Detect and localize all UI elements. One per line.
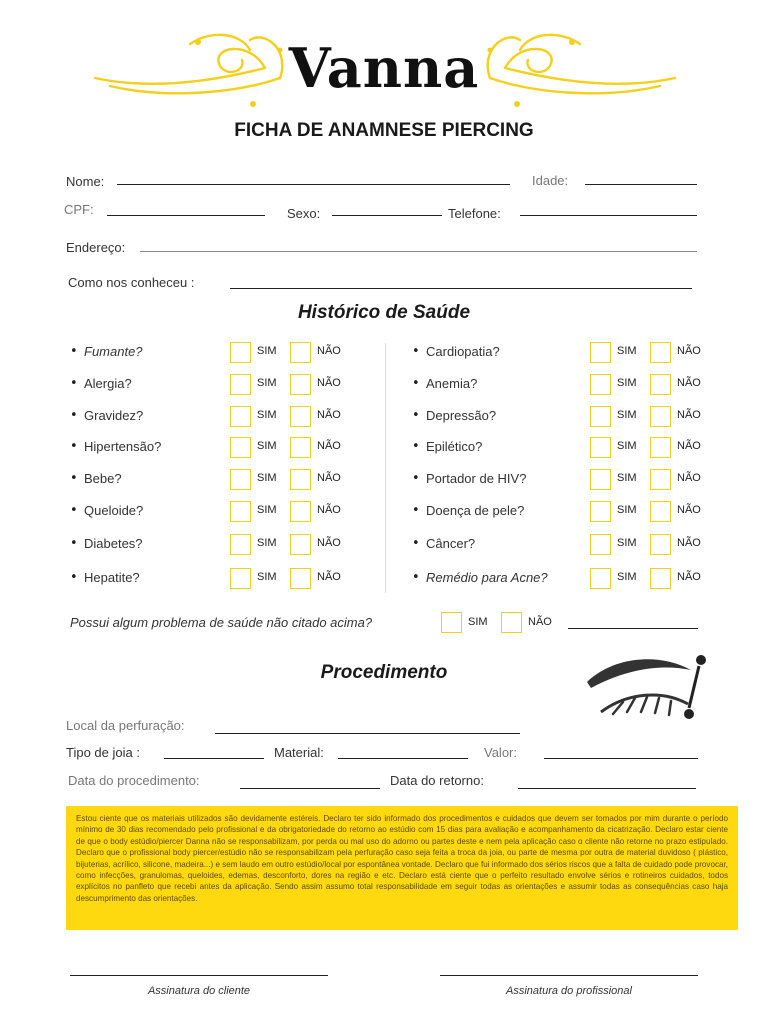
health-question-label: Queloide? — [84, 503, 144, 518]
location-label: Local da perfuração: — [66, 718, 185, 733]
no-label: NÃO — [677, 504, 701, 516]
no-checkbox[interactable] — [290, 469, 311, 490]
yes-checkbox[interactable] — [230, 469, 251, 490]
age-field[interactable] — [585, 184, 697, 185]
bullet-icon: • — [412, 376, 420, 391]
no-label: NÃO — [677, 440, 701, 452]
yes-checkbox[interactable] — [590, 469, 611, 490]
sex-label: Sexo: — [287, 206, 321, 221]
bullet-icon: • — [70, 376, 78, 391]
yes-checkbox[interactable] — [230, 568, 251, 589]
yes-label: SIM — [257, 409, 277, 421]
yes-label: SIM — [257, 377, 277, 389]
health-question-right-6 — [412, 533, 722, 557]
no-checkbox[interactable] — [290, 374, 311, 395]
health-question-label: Hepatite? — [84, 570, 140, 585]
price-label: Valor: — [484, 745, 517, 760]
yes-checkbox[interactable] — [590, 534, 611, 555]
bullet-icon: • — [412, 471, 420, 486]
eyebrow-piercing-icon — [583, 652, 713, 722]
bullet-icon: • — [412, 408, 420, 423]
address-field[interactable] — [140, 251, 697, 252]
no-checkbox[interactable] — [290, 568, 311, 589]
no-label: NÃO — [677, 537, 701, 549]
no-label: NÃO — [677, 377, 701, 389]
price-field[interactable] — [544, 758, 698, 759]
referral-field[interactable] — [230, 288, 692, 289]
yes-checkbox[interactable] — [590, 342, 611, 363]
referral-label: Como nos conheceu : — [68, 275, 195, 290]
health-question-label: Diabetes? — [84, 536, 143, 551]
yes-checkbox[interactable] — [590, 501, 611, 522]
no-checkbox[interactable] — [650, 437, 671, 458]
bullet-icon: • — [412, 503, 420, 518]
health-question-label: Doença de pele? — [426, 503, 525, 518]
other-health-field[interactable] — [568, 628, 698, 629]
health-question-left-1 — [70, 373, 380, 397]
phone-label: Telefone: — [448, 206, 501, 221]
yes-label: SIM — [617, 409, 637, 421]
yes-checkbox[interactable] — [590, 374, 611, 395]
no-checkbox[interactable] — [290, 501, 311, 522]
material-label: Material: — [274, 745, 324, 760]
health-section-title: Histórico de Saúde — [297, 302, 471, 323]
no-checkbox[interactable] — [290, 342, 311, 363]
jewelry-type-field[interactable] — [164, 758, 264, 759]
health-question-left-2 — [70, 405, 380, 429]
health-question-left-5 — [70, 500, 380, 524]
yes-checkbox[interactable] — [230, 501, 251, 522]
health-question-right-4 — [412, 468, 722, 492]
no-label: NÃO — [317, 377, 341, 389]
no-label: NÃO — [677, 472, 701, 484]
yes-label: SIM — [617, 504, 637, 516]
yes-label: SIM — [257, 504, 277, 516]
yes-checkbox[interactable] — [230, 374, 251, 395]
professional-signature-label: Assinatura do profissional — [506, 985, 632, 997]
no-label: NÃO — [317, 504, 341, 516]
other-yes-checkbox[interactable] — [441, 612, 462, 633]
bullet-icon: • — [412, 439, 420, 454]
no-checkbox[interactable] — [650, 374, 671, 395]
other-no-checkbox[interactable] — [501, 612, 522, 633]
yes-label: SIM — [617, 571, 637, 583]
bullet-icon: • — [70, 344, 78, 359]
yes-label: SIM — [617, 472, 637, 484]
no-label: NÃO — [317, 409, 341, 421]
health-question-label: Hipertensão? — [84, 439, 162, 454]
yes-label: SIM — [257, 472, 277, 484]
return-date-field[interactable] — [518, 788, 696, 789]
no-label: NÃO — [317, 345, 341, 357]
client-signature-field[interactable] — [70, 975, 328, 976]
bullet-icon: • — [412, 570, 420, 585]
no-checkbox[interactable] — [650, 568, 671, 589]
address-label: Endereço: — [66, 240, 126, 255]
no-label: NÃO — [317, 440, 341, 452]
bullet-icon: • — [70, 471, 78, 486]
jewelry-type-label: Tipo de joia : — [66, 745, 140, 760]
no-label: NÃO — [317, 571, 341, 583]
no-label: NÃO — [317, 472, 341, 484]
cpf-label: CPF: — [64, 202, 94, 217]
bullet-icon: • — [412, 536, 420, 551]
health-question-right-2 — [412, 405, 722, 429]
bullet-icon: • — [70, 408, 78, 423]
health-question-label: Câncer? — [426, 536, 476, 551]
health-question-right-5 — [412, 500, 722, 524]
bullet-icon: • — [70, 503, 78, 518]
yes-checkbox[interactable] — [230, 406, 251, 427]
client-signature-label: Assinatura do cliente — [147, 985, 251, 997]
other-no-label: NÃO — [528, 616, 552, 628]
health-question-label: Gravidez? — [84, 408, 144, 423]
other-yes-label: SIM — [468, 616, 488, 628]
health-question-label: Fumante? — [84, 344, 143, 359]
yes-checkbox[interactable] — [590, 568, 611, 589]
procedure-section-title: Procedimento — [320, 662, 448, 683]
no-checkbox[interactable] — [650, 406, 671, 427]
health-question-label: Bebe? — [84, 471, 122, 486]
yes-label: SIM — [617, 345, 637, 357]
material-field[interactable] — [338, 758, 468, 759]
health-question-label: Remédio para Acne? — [426, 570, 548, 585]
health-question-left-6 — [70, 533, 380, 557]
yes-label: SIM — [257, 345, 277, 357]
location-field[interactable] — [215, 733, 520, 734]
no-label: NÃO — [677, 345, 701, 357]
health-question-label: Alergia? — [84, 376, 132, 391]
health-question-right-7 — [412, 567, 722, 591]
no-checkbox[interactable] — [650, 501, 671, 522]
sex-field[interactable] — [332, 215, 442, 216]
no-checkbox[interactable] — [290, 534, 311, 555]
no-label: NÃO — [677, 571, 701, 583]
yes-label: SIM — [257, 571, 277, 583]
procedure-date-field[interactable] — [240, 788, 380, 789]
yes-checkbox[interactable] — [230, 342, 251, 363]
bullet-icon: • — [70, 536, 78, 551]
column-divider — [385, 343, 386, 593]
yes-label: SIM — [617, 537, 637, 549]
health-question-label: Cardiopatia? — [426, 344, 500, 359]
no-checkbox[interactable] — [650, 469, 671, 490]
bullet-icon: • — [70, 570, 78, 585]
terms-text-box: Estou ciente que os materiais utilizados são devidamente estéreis. Declaro ter sido informado dos procedimentos e cuidados que devem ser tomados por mim durante o período mínimo de 30 dias recomendado pelo profissional e da obrigatoriedade do retorno ao estúdio com 15 dias para avaliação e acompanhamento da cicatrização. Declaro estar ciente de que o body estúdio/piercer Danna não se responsabilizam, por perda ou mal uso do adorno ou partes deste e nem pela aplicação caso o cliente não retorne no prazo estipulado. Declaro que o profissional body piercer/estúdio não se responsabilizam pela perfuração caso seja feita a troca da joia, ou parte de mesma por outra de material duvidoso ( plástico, bijuterias, acrílico, silicone, madeira...) e sem laudo em outro estúdio/local por espontânea vontade. Declaro que fui informado dos sérios riscos que a falta de cuidado pode provocar, como infecções, granulomas, queloides, edemas, desconforto, dores na região e etc. Declaro está ciente que o perfeito resultado envolve sérios e rotineiros cuidados, todos explícitos no panfleto que recebi antes da aplicação. Sendo assim assumo total responsabilidade em seguir todas as orientações e assumir todas as consequências caso haja descumprimento das orientações. — [66, 806, 738, 930]
yes-label: SIM — [257, 537, 277, 549]
health-question-right-3 — [412, 436, 722, 460]
health-question-left-0 — [70, 341, 380, 365]
no-checkbox[interactable] — [650, 534, 671, 555]
no-checkbox[interactable] — [650, 342, 671, 363]
health-question-label: Portador de HIV? — [426, 471, 527, 486]
yes-label: SIM — [617, 377, 637, 389]
yes-label: SIM — [617, 440, 637, 452]
yes-checkbox[interactable] — [590, 406, 611, 427]
yes-checkbox[interactable] — [230, 534, 251, 555]
name-label: Nome: — [66, 174, 105, 189]
name-field[interactable] — [117, 184, 510, 185]
procedure-date-label: Data do procedimento: — [68, 773, 200, 788]
yes-checkbox[interactable] — [590, 437, 611, 458]
age-label: Idade: — [532, 173, 569, 188]
health-question-right-0 — [412, 341, 722, 365]
return-date-label: Data do retorno: — [390, 773, 484, 788]
health-question-left-3 — [70, 436, 380, 460]
no-label: NÃO — [677, 409, 701, 421]
no-label: NÃO — [317, 537, 341, 549]
yes-checkbox[interactable] — [230, 437, 251, 458]
no-checkbox[interactable] — [290, 437, 311, 458]
other-health-question: Possui algum problema de saúde não citado acima? — [70, 615, 373, 630]
health-question-left-7 — [70, 567, 380, 591]
bullet-icon: • — [70, 439, 78, 454]
brand-logo: Vanna — [288, 36, 480, 100]
document-title: FICHA DE ANAMNESE PIERCING — [234, 120, 534, 141]
phone-field[interactable] — [520, 215, 697, 216]
bullet-icon: • — [412, 344, 420, 359]
professional-signature-field[interactable] — [440, 975, 698, 976]
health-question-label: Epilético? — [426, 439, 483, 454]
health-question-right-1 — [412, 373, 722, 397]
health-question-label: Anemia? — [426, 376, 478, 391]
health-question-label: Depressão? — [426, 408, 497, 423]
no-checkbox[interactable] — [290, 406, 311, 427]
health-question-left-4 — [70, 468, 380, 492]
yes-label: SIM — [257, 440, 277, 452]
cpf-field[interactable] — [107, 215, 265, 216]
